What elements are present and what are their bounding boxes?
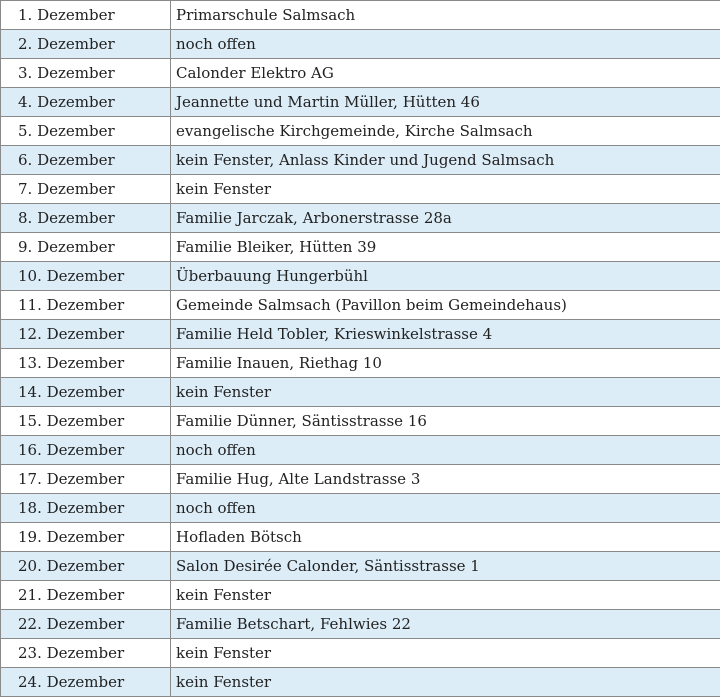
table-row [1, 552, 720, 581]
table-row [1, 436, 720, 465]
date-cell: 2. Dezember [1, 30, 171, 59]
date-cell: 5. Dezember [1, 117, 171, 146]
date-cell: 12. Dezember [1, 320, 171, 349]
location-cell: kein Fenster [171, 639, 720, 668]
table-row [1, 175, 720, 204]
table-row [1, 581, 720, 610]
location-cell: kein Fenster, Anlass Kinder und Jugend Salmsach [171, 146, 720, 175]
location-cell: Familie Dünner, Säntisstrasse 16 [171, 407, 720, 436]
location-cell: Familie Betschart, Fehlwies 22 [171, 610, 720, 639]
table-row [1, 30, 720, 59]
table-row [1, 146, 720, 175]
table-row [1, 610, 720, 639]
date-cell: 16. Dezember [1, 436, 171, 465]
table-row [1, 668, 720, 697]
date-cell: 1. Dezember [1, 1, 171, 30]
location-cell: Hofladen Bötsch [171, 523, 720, 552]
date-cell: 3. Dezember [1, 59, 171, 88]
date-cell: 7. Dezember [1, 175, 171, 204]
date-cell: 11. Dezember [1, 291, 171, 320]
date-cell: 8. Dezember [1, 204, 171, 233]
table-row [1, 59, 720, 88]
location-cell: kein Fenster [171, 668, 720, 697]
date-cell: 19. Dezember [1, 523, 171, 552]
location-cell: Calonder Elektro AG [171, 59, 720, 88]
location-cell: Familie Inauen, Riethag 10 [171, 349, 720, 378]
location-cell: Überbauung Hungerbühl [171, 262, 720, 291]
table-row [1, 117, 720, 146]
location-cell: noch offen [171, 30, 720, 59]
date-cell: 9. Dezember [1, 233, 171, 262]
location-cell: noch offen [171, 494, 720, 523]
date-cell: 4. Dezember [1, 88, 171, 117]
location-cell: Primarschule Salmsach [171, 1, 720, 30]
table-row [1, 407, 720, 436]
table-row [1, 291, 720, 320]
date-cell: 21. Dezember [1, 581, 171, 610]
table-row [1, 349, 720, 378]
table-row [1, 494, 720, 523]
location-cell: Familie Held Tobler, Krieswinkelstrasse 4 [171, 320, 720, 349]
location-cell: Familie Jarczak, Arbonerstrasse 28a [171, 204, 720, 233]
table-row [1, 320, 720, 349]
location-cell: Gemeinde Salmsach (Pavillon beim Gemeindehaus) [171, 291, 720, 320]
table-row [1, 233, 720, 262]
table-row [1, 1, 720, 30]
date-cell: 24. Dezember [1, 668, 171, 697]
table-row [1, 204, 720, 233]
location-cell: Salon Desirée Calonder, Säntisstrasse 1 [171, 552, 720, 581]
date-cell: 10. Dezember [1, 262, 171, 291]
date-cell: 20. Dezember [1, 552, 171, 581]
location-cell: noch offen [171, 436, 720, 465]
table-row [1, 88, 720, 117]
date-cell: 13. Dezember [1, 349, 171, 378]
location-cell: kein Fenster [171, 378, 720, 407]
date-cell: 6. Dezember [1, 146, 171, 175]
date-cell: 17. Dezember [1, 465, 171, 494]
table-row [1, 465, 720, 494]
date-cell: 18. Dezember [1, 494, 171, 523]
table-row [1, 262, 720, 291]
table-row [1, 523, 720, 552]
location-cell: Jeannette und Martin Müller, Hütten 46 [171, 88, 720, 117]
location-cell: kein Fenster [171, 581, 720, 610]
date-cell: 23. Dezember [1, 639, 171, 668]
date-cell: 22. Dezember [1, 610, 171, 639]
date-cell: 14. Dezember [1, 378, 171, 407]
location-cell: Familie Bleiker, Hütten 39 [171, 233, 720, 262]
date-cell: 15. Dezember [1, 407, 171, 436]
table-row [1, 378, 720, 407]
location-cell: Familie Hug, Alte Landstrasse 3 [171, 465, 720, 494]
table-body [1, 1, 720, 697]
table-row [1, 639, 720, 668]
location-cell: kein Fenster [171, 175, 720, 204]
location-cell: evangelische Kirchgemeinde, Kirche Salmsach [171, 117, 720, 146]
